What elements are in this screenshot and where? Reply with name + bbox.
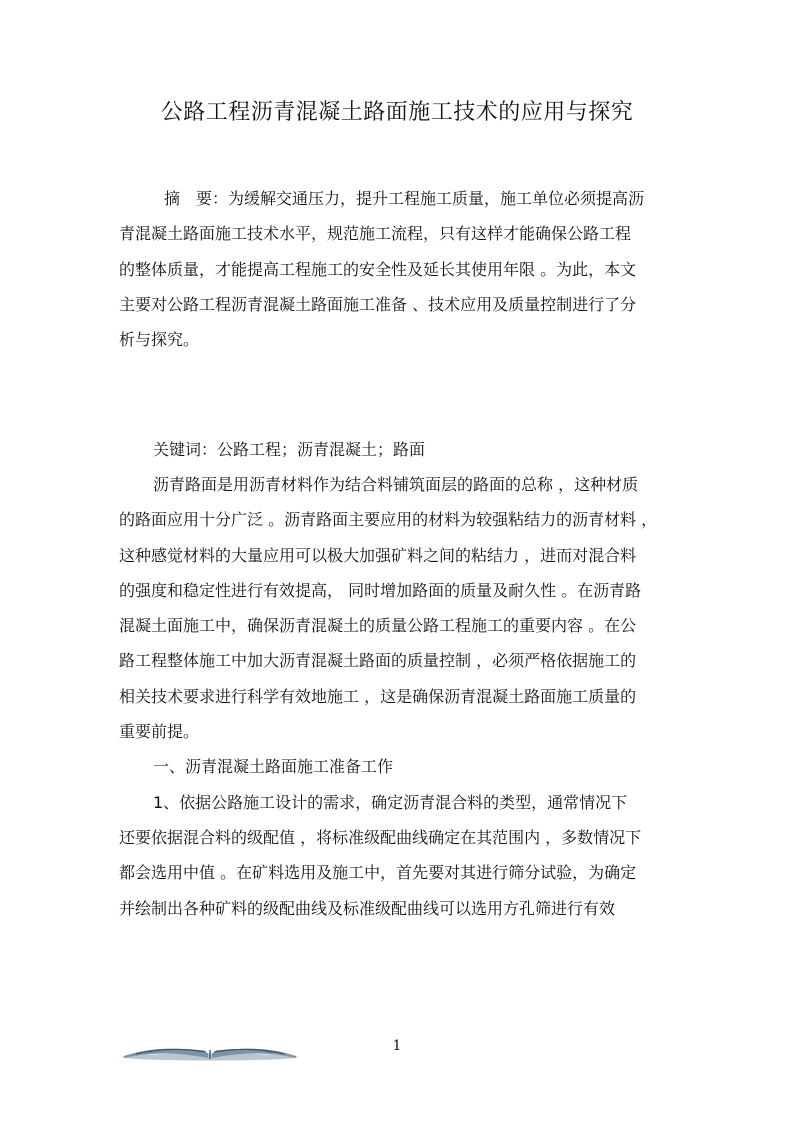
keywords (119, 432, 684, 467)
body-text (119, 467, 684, 926)
body-line: 的强度和稳定性进行有效提高， 同时增加路面的质量及耐久性 。在沥青路 (119, 580, 642, 600)
abstract-line: 摘 要：为缓解交通压力，提升工程施工质量，施工单位必须提高沥 (164, 189, 645, 208)
body-line: 重要前提。 (119, 722, 200, 742)
body-line: 沥青路面是用沥青材料作为结合料铺筑面层的路面的总称 ，这种材质 (153, 475, 639, 494)
page-number: 1 (392, 1038, 402, 1054)
keywords-line: 关键词：公路工程；沥青混凝土；路面 (153, 440, 426, 459)
body-line: 路工程整体施工中加大沥青混凝土路面的质量控制 ，必须严格依据施工的 (119, 651, 637, 671)
body-line: 相关技术要求进行科学有效地施工 ，这是确保沥青混凝土路面施工质量的 (119, 686, 637, 706)
abstract-line: 析与探究。 (119, 330, 200, 350)
document-title: 公路工程沥青混凝土路面施工技术的应用与探究 (160, 100, 634, 125)
body-line: 都会选用中值 。在矿料选用及施工中，首先要对其进行筛分试验，为确定 (119, 863, 637, 883)
abstract-line: 的整体质量，才能提高工程施工的安全性及延长其使用年限 。为此，本文 (119, 259, 637, 279)
abstract-line: 主要对公路工程沥青混凝土路面施工准备 、技术应用及质量控制进行了分 (119, 294, 637, 314)
abstract-line: 青混凝土路面施工技术水平，规范施工流程，只有这样才能确保公路工程 (119, 224, 632, 244)
open-book-icon (118, 1036, 302, 1066)
abstract (119, 181, 684, 357)
body-line: 混凝土面施工中，确保沥青混凝土的质量公路工程施工的重要内容 。在公 (119, 616, 637, 636)
body-line: 1、依据公路施工设计的需求，确定沥青混合料的类型，通常情况下 (153, 792, 628, 812)
body-line: 并绘制出各种矿料的级配曲线及标准级配曲线可以选用方孔筛进行有效 (119, 898, 616, 918)
section-heading: 一、沥青混凝土路面施工准备工作 (153, 757, 394, 777)
body-line: 还要依据混合料的级配值 ，将标准级配曲线确定在其范围内 ，多数情况下 (119, 827, 642, 847)
body-line: 的路面应用十分广泛 。沥青路面主要应用的材料为较强粘结力的沥青材料 ， (119, 510, 658, 530)
body-line: 这种感觉材料的大量应用可以极大加强矿料之间的粘结力 ，进而对混合料 (119, 545, 637, 565)
